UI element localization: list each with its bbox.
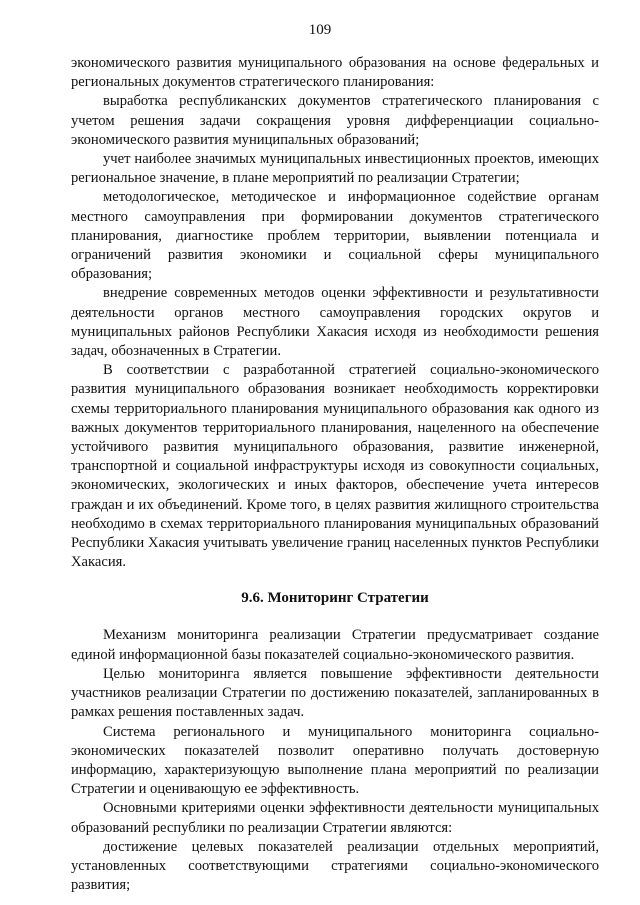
top-text-block xyxy=(71,54,599,572)
paragraph-criteria-intro: Основными критериями оценки эффективности деятельности муниципальных образований республики по реализации Стратегии являются: xyxy=(71,800,599,836)
monitoring-text-block xyxy=(71,626,599,895)
paragraph-territorial-planning: В соответствии с разработанной стратегией социально-экономического развития муниципального образования возникает необходимость корректировки схемы территориального планирования муниципального образования как одного из важных документов территориального планирования, нацеленного на обеспечение устойчивого развития муниципального образования, развитие инженерной, транспортной и социальной инфраструктуры исходя из совокупности социальных, экономических, экологических и иных факторов, обеспечение учета интересов граждан и их объединений. Кроме того, в целях развития жилищного строительства необходимо в схемах территориального планирования муниципальных образований Республики Хакасия учитывать увеличение границ населенных пунктов Республики Хакасия. xyxy=(71,362,599,571)
document-body xyxy=(71,54,599,895)
paragraph-monitoring-goal: Целью мониторинга является повышение эффективности деятельности участников реализации Стратегии по достижению показателей, запланированных в рамках решения поставленных задач. xyxy=(71,665,599,721)
list-item-republican-documents: выработка республиканских документов стратегического планирования с учетом решения задачи сокращения уровня дифференциации социально-экономического развития муниципальных образований; xyxy=(71,93,599,148)
section-heading: 9.6. Мониторинг Стратегии xyxy=(241,590,429,607)
list-item-target-indicators: достижение целевых показателей реализации отдельных мероприятий, установленных соответствующими стратегиями социально-экономического развития; xyxy=(71,838,599,894)
list-item-efficiency-methods: внедрение современных методов оценки эффективности и результативности деятельности органов местного самоуправления городских округов и муниципальных районов Республики Хакасия исходя из необходимости решения задач, обозначенных в Стратегии. xyxy=(71,285,599,360)
paragraph-monitoring-system: Система регионального и муниципального мониторинга социально-экономических показателей позволит оперативно получать достоверную информацию, характеризующую выполнение плана мероприятий по реализации Стратегии и оценивающую ее эффективность. xyxy=(71,723,599,798)
list-item-investment-projects: учет наиболее значимых муниципальных инвестиционных проектов, имеющих региональное значение, в плане мероприятий по реализации Стратегии; xyxy=(71,151,599,187)
paragraph-continuation: экономического развития муниципального образования на основе федеральных и региональных документов стратегического планирования: xyxy=(71,55,599,91)
paragraph-monitoring-mechanism: Механизм мониторинга реализации Стратегии предусматривает создание единой информационной базы показателей социально-экономического развития. xyxy=(71,627,599,663)
list-item-methodological-support: методологическое, методическое и информационное содействие органам местного самоуправления при формировании документов стратегического планирования, диагностике проблем территории, выявлении потенциала и ограничений развития экономики и социальной сферы муниципального образования; xyxy=(71,189,599,283)
page-number: 109 xyxy=(308,22,332,38)
